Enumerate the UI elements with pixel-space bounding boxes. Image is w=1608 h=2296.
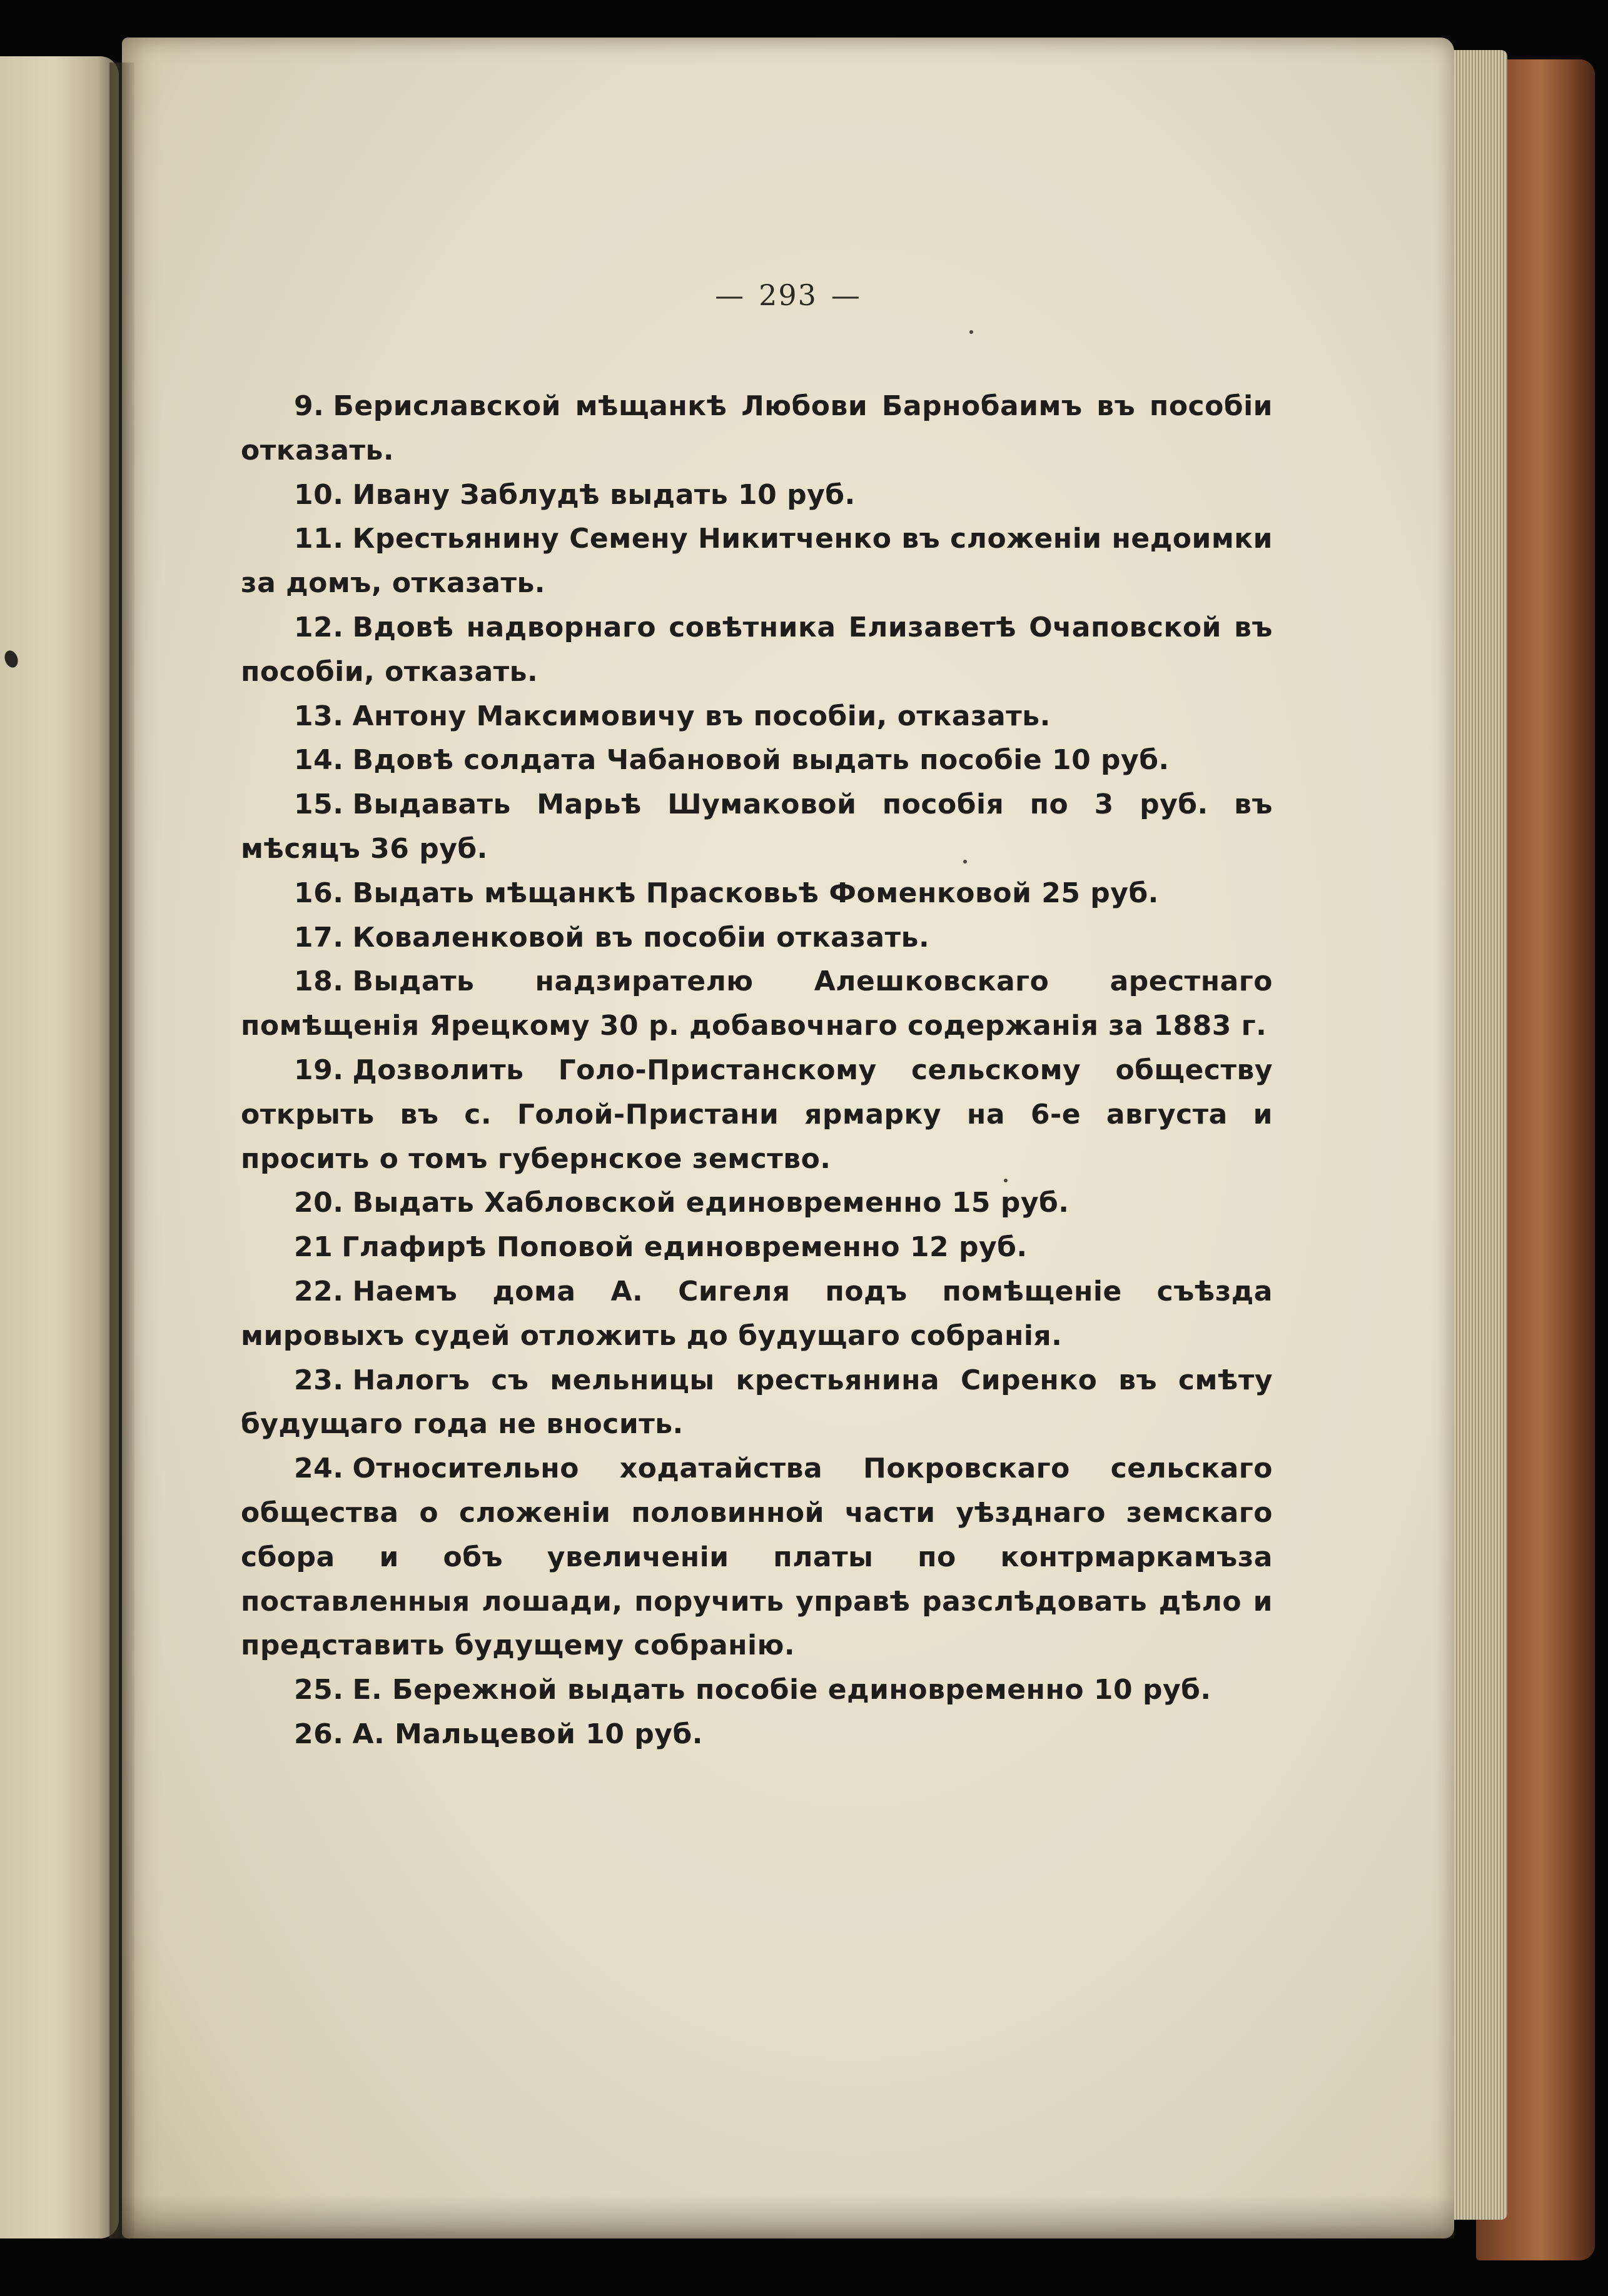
item-text: Вдовѣ надворнаго совѣтника Елизаветѣ Очаповской въ пособіи, отказать. <box>241 611 1273 688</box>
page-number-dash-right: — <box>831 278 861 312</box>
list-item <box>241 606 1273 695</box>
item-number: 18. <box>294 965 344 998</box>
page-number-dash-left: — <box>715 278 746 312</box>
item-text: Глафирѣ Поповой единовременно 12 руб. <box>341 1231 1028 1264</box>
list-item <box>241 783 1273 872</box>
list-item <box>241 960 1273 1049</box>
item-number: 26. <box>294 1718 344 1750</box>
item-text: Выдавать Марьѣ Шумаковой пособія по 3 руб. въ мѣсяцъ 36 руб. <box>241 788 1273 865</box>
item-text: Наемъ дома А. Сигеля подъ помѣщеніе съѣзда мировыхъ судей отложить до будущаго собранія. <box>241 1275 1273 1352</box>
list-item <box>241 1713 1273 1757</box>
list-item <box>241 517 1273 606</box>
page-number <box>122 278 1454 312</box>
item-number: 9. <box>294 390 325 422</box>
list-item <box>241 1447 1273 1668</box>
list-item <box>241 1181 1273 1226</box>
item-number: 12. <box>294 611 344 643</box>
item-number: 16. <box>294 877 344 909</box>
paper-speck <box>1004 1179 1008 1182</box>
list-item <box>241 1049 1273 1181</box>
item-number: 22. <box>294 1275 344 1307</box>
item-number: 23. <box>294 1364 344 1396</box>
list-item <box>241 872 1273 916</box>
item-text: Коваленковой въ пособіи отказать. <box>352 921 930 954</box>
item-text: Ивану Заблудѣ выдать 10 руб. <box>352 478 856 511</box>
book-page <box>122 38 1454 2238</box>
list-item <box>241 916 1273 960</box>
item-number: 14. <box>294 744 344 777</box>
item-text: Крестьянину Семену Никитченко въ сложеніи недоимки за домъ, отказать. <box>241 523 1273 600</box>
resolutions-list <box>241 385 1273 1757</box>
item-text: Выдать Хабловской единовременно 15 руб. <box>352 1187 1069 1219</box>
list-item <box>241 1359 1273 1448</box>
item-text: Выдать мѣщанкѣ Прасковьѣ Фоменковой 25 руб. <box>352 877 1159 909</box>
list-item <box>241 1226 1273 1270</box>
item-number: 19. <box>294 1054 344 1086</box>
item-text: А. Мальцевой 10 руб. <box>352 1718 703 1750</box>
left-page-edge <box>0 56 119 2238</box>
item-number: 17. <box>294 921 344 954</box>
item-text: Дозволить Голо-Пристанскому сельскому обществу открыть въ с. Голой-Пристани ярмарку на 6-е августа и просить о томъ губернское земство. <box>241 1054 1273 1175</box>
list-item <box>241 695 1273 739</box>
item-number: 11. <box>294 523 344 555</box>
list-item <box>241 1668 1273 1713</box>
page-bottom-shadow <box>122 2195 1454 2238</box>
page-gutter-shadow <box>109 63 134 2238</box>
item-text: Выдать надзирателю Алешковскаго арестнаго помѣщенія Ярецкому 30 р. добавочнаго содержанія за 1883 г. <box>241 965 1273 1042</box>
item-number: 20. <box>294 1187 344 1219</box>
list-item <box>241 473 1273 518</box>
item-number: 24. <box>294 1453 344 1485</box>
page-number-value: 293 <box>759 278 817 312</box>
item-text: Е. Бережной выдать пособіе единовременно 10 руб. <box>352 1674 1211 1706</box>
list-item <box>241 1270 1273 1359</box>
item-number: 21 <box>294 1231 333 1264</box>
paper-speck <box>969 330 973 334</box>
item-text: Налогъ съ мельницы крестьянина Сиренко въ смѣту будущаго года не вносить. <box>241 1364 1273 1441</box>
item-number: 13. <box>294 700 344 732</box>
paper-speck <box>963 860 967 864</box>
item-text: Бериславской мѣщанкѣ Любови Барнобаимъ въ пособіи отказать. <box>241 390 1273 466</box>
item-text: Вдовѣ солдата Чабановой выдать пособіе 10 руб. <box>352 744 1170 777</box>
item-number: 25. <box>294 1674 344 1706</box>
list-item <box>241 385 1273 473</box>
item-number: 10. <box>294 478 344 511</box>
item-number: 15. <box>294 788 344 821</box>
list-item <box>241 738 1273 783</box>
item-text: Антону Максимовичу въ пособіи, отказать. <box>352 700 1051 732</box>
item-text: Относительно ходатайства Покровскаго сельскаго общества о сложеніи половинной части уѣзднаго земскаго сбора и объ увеличеніи платы по контрмаркамъза поставленныя лошади, поручить управѣ разслѣдовать дѣло и представить будущему собранію. <box>241 1453 1273 1662</box>
